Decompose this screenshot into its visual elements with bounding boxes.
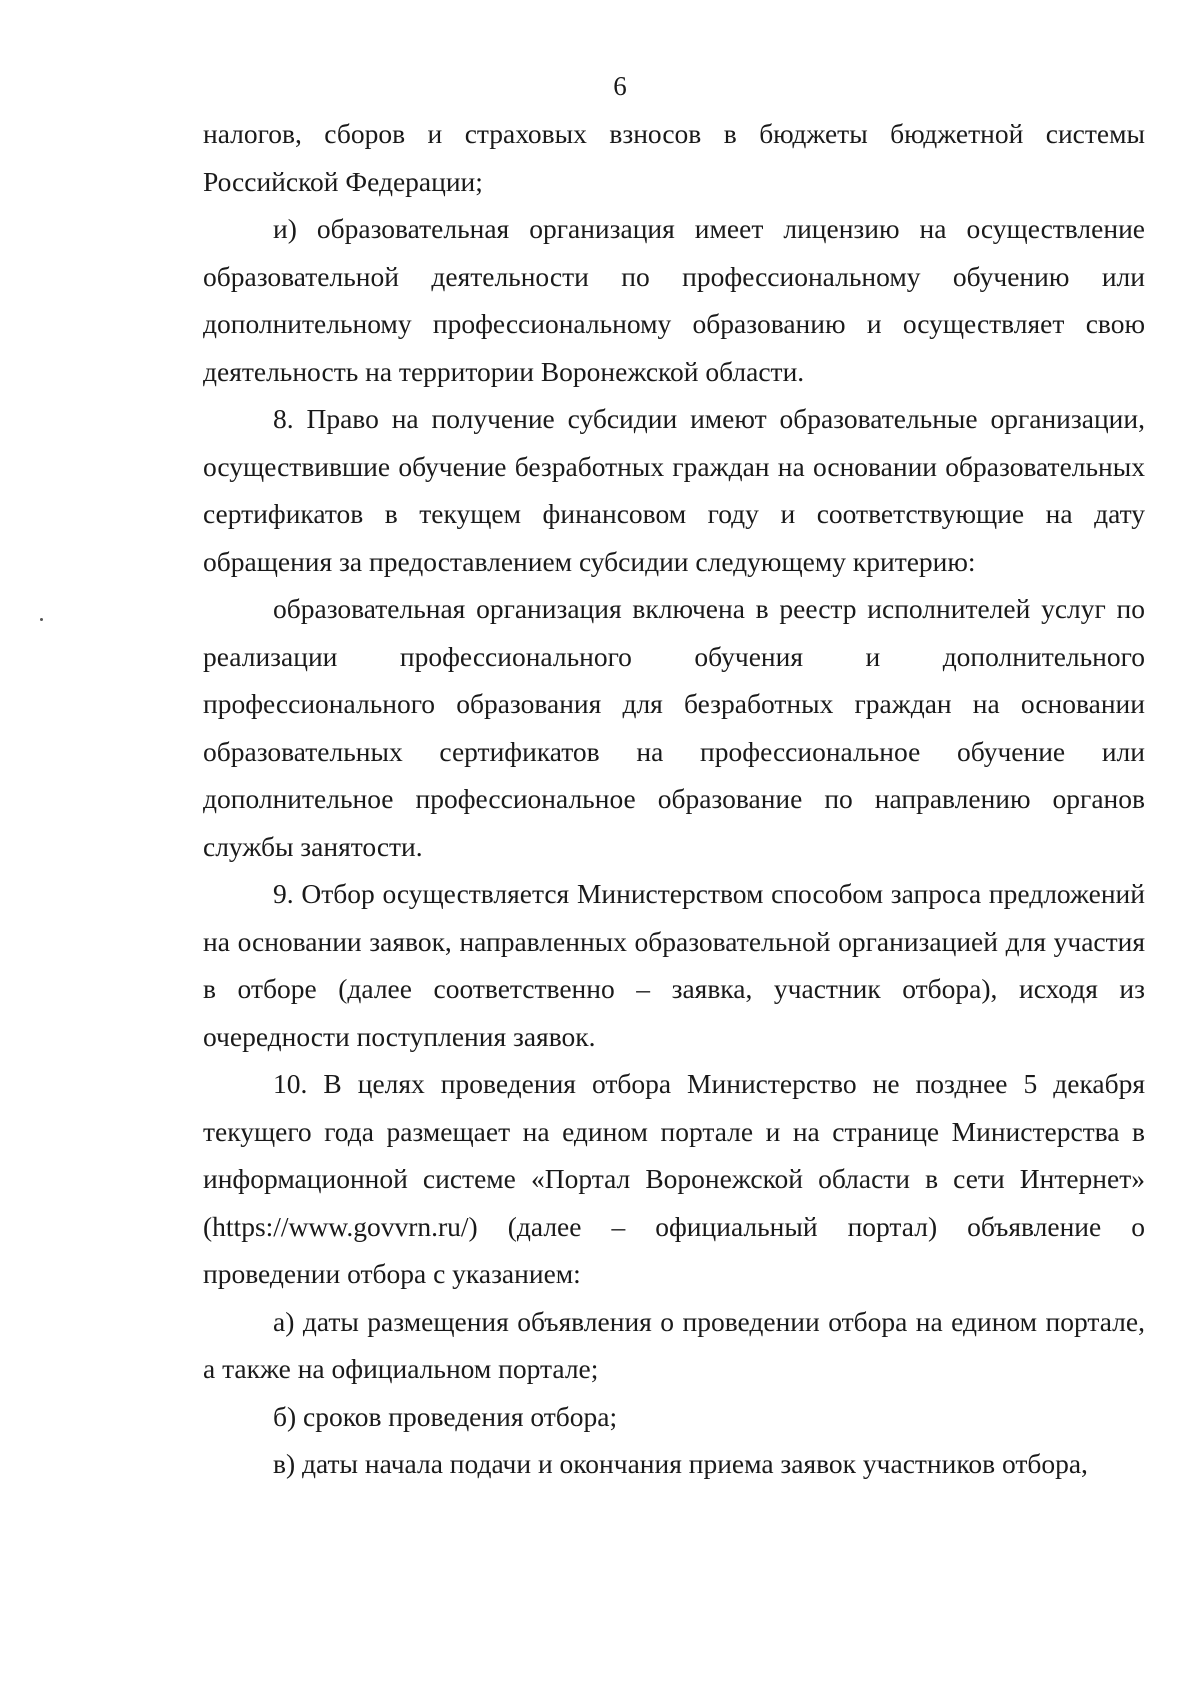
paragraph-item-a: а) даты размещения объявления о проведении отбора на едином портале, а также на официальном портале;	[203, 1305, 1145, 1384]
page-number: 6	[613, 71, 627, 101]
scan-speck	[40, 618, 43, 621]
paragraph-clause-9: 9. Отбор осуществляется Министерством способом запроса предложений на основании заявок, направленных образовательной организацией для участия в отборе (далее соответственно – заявка, участник отбора), исходя из очередности поступления заявок.	[203, 878, 1145, 1052]
paragraph-clause-10: 10. В целях проведения отбора Министерство не позднее 5 декабря текущего года размещает на едином портале и на странице Министерства в информационной системе «Портал Воронежской области в сети Интернет» (https://www.govvrn.ru/) (далее – официальный портал) объявление о проведении отбора с указанием:	[203, 1068, 1145, 1289]
paragraph-item-i-license: и) образовательная организация имеет лицензию на осуществление образовательной деятельности по профессиональному обучению или дополнительному профессиональному образованию и осуществляет свою деятельность на территории Воронежской области.	[203, 213, 1145, 387]
paragraph-taxes-continuation: налогов, сборов и страховых взносов в бюджеты бюджетной системы Российской Федерации;	[203, 118, 1145, 197]
document-body	[203, 110, 1145, 1488]
paragraph-clause-8: 8. Право на получение субсидии имеют образовательные организации, осуществившие обучение безработных граждан на основании образовательных сертификатов в текущем финансовом году и соответствующие на дату обращения за предоставлением субсидии следующему критерию:	[203, 403, 1145, 577]
paragraph-item-v: в) даты начала подачи и окончания приема заявок участников отбора,	[273, 1448, 1088, 1479]
paragraph-criterion-registry: образовательная организация включена в реестр исполнителей услуг по реализации профессионального обучения и дополнительного профессионального образования для безработных граждан на основании образовательных сертификатов на профессиональное обучение или дополнительное профессиональное образование по направлению органов службы занятости.	[203, 593, 1145, 862]
paragraph-item-b: б) сроков проведения отбора;	[273, 1400, 618, 1432]
